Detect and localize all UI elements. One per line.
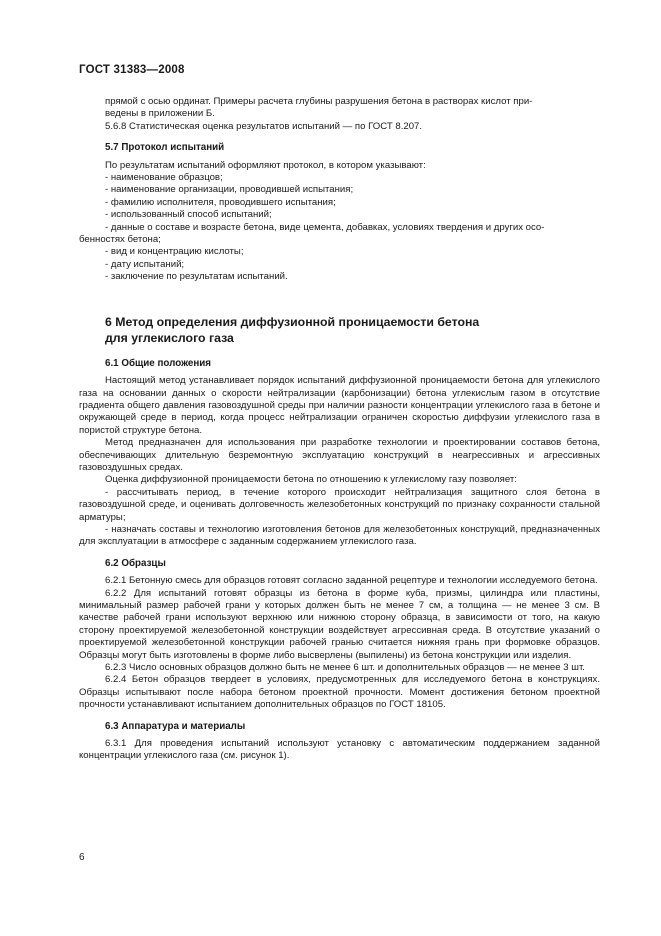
section-6-2-title: 6.2 Образцы (105, 557, 166, 569)
list-item: - наименование образцов; (105, 172, 223, 184)
list-item: - данные о составе и возрасте бетона, виде цемента, добавках, условиях твердения и других осо- (105, 221, 545, 233)
paragraph: - назначать составы и технологию изготовления бетонов для железобетонных конструкций, предназначенных для эксплуатации в атмосфере с заданным содержанием углекислого газа. (79, 523, 600, 548)
list-item: - заключение по результатам испытаний. (105, 271, 288, 283)
list-item: - наименование организации, проводившей испытания; (105, 184, 354, 196)
paragraph: Оценка диффузионной проницаемости бетона по отношению к углекислому газу позволяет: (105, 474, 517, 486)
list-item: - дату испытаний; (105, 258, 185, 270)
continued-line-1: прямой с осью ординат. Примеры расчета глубины разрушения бетона в растворах кислот при- (105, 96, 533, 107)
list-item-continuation: бенностях бетона; (79, 234, 161, 246)
paragraph: - рассчитывать период, в течение которого происходит нейтрализация защитного слоя бетона в газовоздушной среде, и оценивать долговечность железобетонных конструкций по признаку сохранности стальной арматуры; (79, 486, 600, 523)
clause-6-3-1: 6.3.1 Для проведения испытаний используют установку с автоматическим поддержанием заданной концентрации углекислого газа (см. рисунок 1). (79, 738, 600, 762)
clause-6-2-2: 6.2.2 Для испытаний готовят образцы из бетона в форме куба, призмы, цилиндра или пластины, минимальный размер рабочей грани у которых должен быть не менее 7 см, а толщина — не менее 3 см. В качестве рабочей грани используют верхнюю или нижнюю сторону образца, в зависимости от того, на какую сторону проектируемой железобетонной конструкции воздействует агрессивная среда. В отсутствие указаний о проектируемой железобетонной конструкции рабочей гранью считается нижняя грань при формовке образцов. Образцы могут быть изготовлены в форме либо высверлены (выпилены) из бетона конструкции или изделия. (79, 587, 600, 661)
clause-6-2-4: 6.2.4 Бетон образцов твердеет в условиях, предусмотренных для исследуемого бетона в конструкциях. Образцы испытывают после набора бетоном проектной прочности. Момент достижения бетоном проектной прочности устанавливают испытанием дополнительных образцов по ГОСТ 18105. (79, 674, 600, 711)
page-header: ГОСТ 31383—2008 (79, 64, 185, 76)
clause-6-2-3: 6.2.3 Число основных образцов должно быть не менее 6 шт. и дополнительных образцов — не менее 3 шт. (105, 662, 585, 674)
section-5-7-intro: По результатам испытаний оформляют протокол, в котором указывают: (105, 159, 426, 171)
list-item: - вид и концентрацию кислоты; (105, 246, 244, 258)
continued-line-2: ведены в приложении Б. (105, 108, 215, 120)
list-item: - фамилию исполнителя, проводившего испытания; (105, 196, 336, 208)
section-6-title (105, 314, 600, 346)
section-6-title-line-1: 6 Метод определения диффузионной проницаемости бетона (105, 314, 480, 329)
list-item: - использованный способ испытаний; (105, 209, 272, 221)
section-6-1-title: 6.1 Общие положения (105, 357, 212, 369)
paragraph: Метод предназначен для использования при разработке технологии и проектировании составов бетона, обеспечивающих длительную безремонтную эксплуатацию конструкций в неагрессивных и агрессивных газовоздушных средах. (79, 437, 600, 473)
page-number: 6 (79, 852, 85, 863)
document-body (79, 96, 600, 763)
section-5-7-title: 5.7 Протокол испытаний (105, 142, 225, 154)
paragraph: Настоящий метод устанавливает порядок испытаний диффузионной проницаемости бетона для углекислого газа на основании данных о скорости нейтрализации (карбонизации) бетона углекислым газом в отсутствие градиента общего давления газовоздушной среды при наличии разности концентрации углекислого газа в бетоне и окружающей среде в период, когда процесс нейтрализации ограничен скоростью диффузии углекислого газа в пористой структуре бетона. (79, 375, 600, 436)
section-6-title-line-2: для углекислого газа (105, 330, 234, 345)
clause-5-6-8: 5.6.8 Статистическая оценка результатов испытаний — по ГОСТ 8.207. (105, 120, 423, 132)
section-6-3-title: 6.3 Аппаратура и материалы (105, 720, 246, 732)
clause-6-2-1: 6.2.1 Бетонную смесь для образцов готовят согласно заданной рецептуре и технологии исследуемого бетона. (105, 575, 598, 587)
